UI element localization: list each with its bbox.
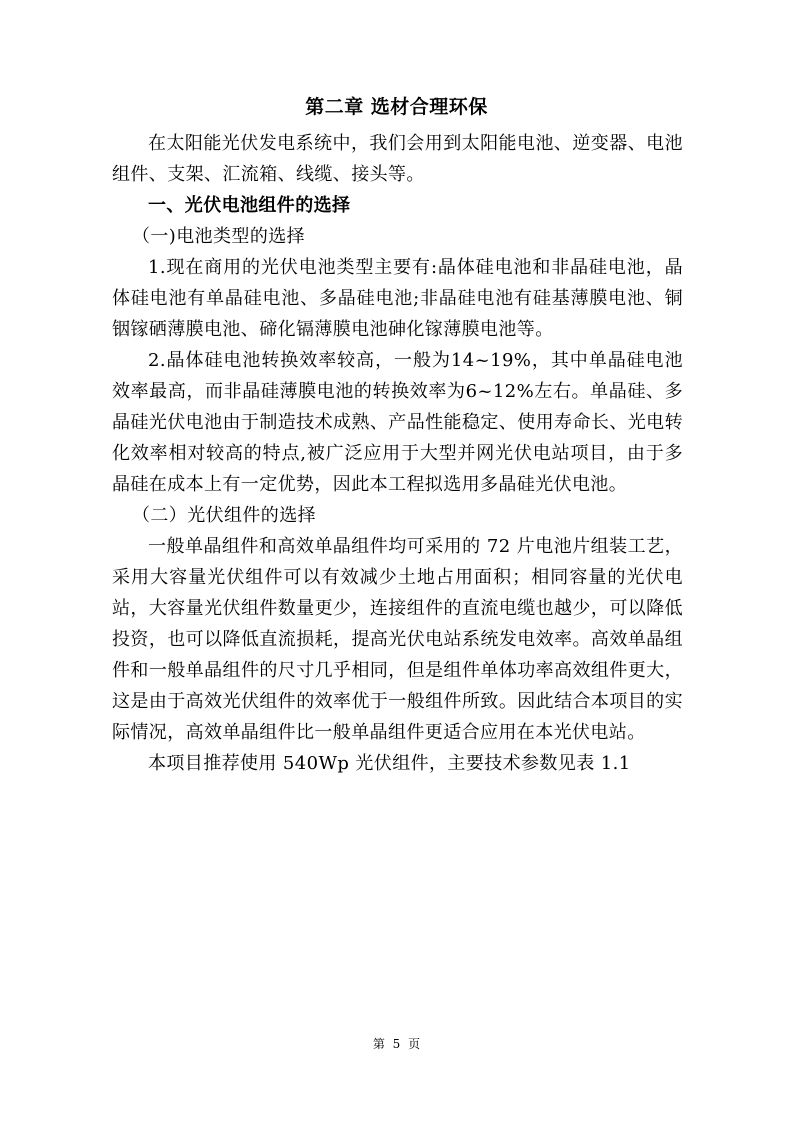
page-number: 5 <box>392 1037 401 1051</box>
body-text <box>112 128 683 779</box>
footer-prefix: 第 <box>372 1037 385 1051</box>
subsection-heading-1: （一)电池类型的选择 <box>132 226 306 247</box>
footer-suffix: 页 <box>408 1037 421 1051</box>
intro-paragraph: 在太阳能光伏发电系统中，我们会用到太阳能电池、逆变器、电池组件、支架、汇流箱、线缆、接头等。 <box>112 133 683 185</box>
chapter-title: 第二章 选材合理环保 <box>305 96 488 118</box>
paragraph-recommendation: 本项目推荐使用 540Wp 光伏组件，主要技术参数见表 1.1 <box>148 753 631 774</box>
paragraph-efficiency: 2.晶体硅电池转换效率较高，一般为14~19%，其中单晶硅电池效率最高，而非晶硅薄膜电池的转换效率为6~12%左右。单晶硅、多晶硅光伏电池由于制造技术成熟、产品性能稳定、使用寿命长、光电转化效率相对较高的特点,被广泛应用于大型并网光伏电站项目，由于多晶硅在成本上有一定优势，因此本工程拟选用多晶硅光伏电池。 <box>112 350 683 495</box>
paragraph-modules: 一般单晶组件和高效单晶组件均可采用的 72 片电池片组装工艺，采用大容量光伏组件可以有效减少土地占用面积；相同容量的光伏电站，大容量光伏组件数量更少，连接组件的直流电缆也越少，可以降低投资，也可以降低直流损耗，提高光伏电站系统发电效率。高效单晶组件和一般单晶组件的尺寸几乎相同，但是组件单体功率高效组件更大，这是由于高效光伏组件的效率优于一般组件所致。因此结合本项目的实际情况，高效单晶组件比一般单晶组件更适合应用在本光伏电站。 <box>112 536 683 743</box>
subsection-heading-2: （二）光伏组件的选择 <box>132 505 316 526</box>
section-heading: 一、光伏电池组件的选择 <box>148 195 351 216</box>
paragraph-cell-types: 1.现在商用的光伏电池类型主要有:晶体硅电池和非晶硅电池，晶体硅电池有单晶硅电池、多晶硅电池;非晶硅电池有硅基薄膜电池、铜铟镓硒薄膜电池、碲化镉薄膜电池砷化镓薄膜电池等。 <box>112 257 683 340</box>
page-footer <box>0 1036 793 1052</box>
